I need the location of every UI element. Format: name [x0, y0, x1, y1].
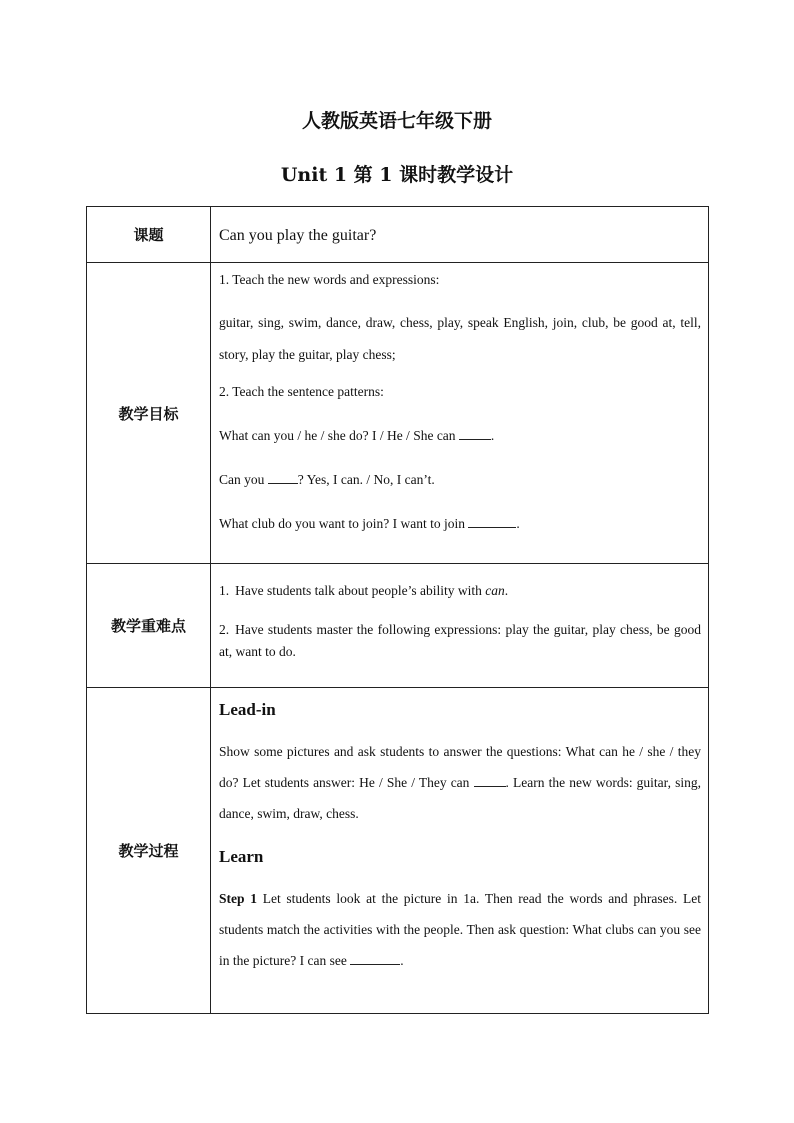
document-title: 人教版英语七年级下册	[301, 110, 492, 132]
answer-blank	[268, 470, 298, 484]
key-point-item: 2. Have students master the following expressions: play the guitar, play chess, be good at, want to do.	[219, 622, 701, 659]
process-label: 教学过程	[87, 688, 211, 1014]
answer-blank	[350, 951, 400, 965]
table-row-process	[87, 688, 709, 1014]
objective-line: 2. Teach the sentence patterns:	[219, 384, 384, 399]
answer-blank	[468, 514, 516, 528]
table-row-topic	[87, 207, 709, 263]
document-subtitle: Unit 1 第 1 课时教学设计	[280, 164, 514, 186]
key-point-item: 1. Have students talk about people’s ability with can.	[219, 583, 509, 598]
answer-blank	[474, 773, 506, 787]
vocabulary-list: guitar, sing, swim, dance, draw, chess, play, speak English, join, club, be good at, tell, story, play the guitar, play chess;	[219, 315, 701, 362]
section-heading-learn: Learn	[219, 847, 264, 866]
sentence-pattern: What can you / he / she do? I / He / She can .	[219, 428, 495, 443]
sentence-pattern: Can you ? Yes, I can. / No, I can’t.	[219, 472, 435, 487]
topic-label: 课题	[87, 207, 211, 263]
topic-cell	[211, 207, 709, 263]
process-cell	[211, 688, 709, 1014]
table-row-key-points	[87, 564, 709, 688]
lesson-plan-table	[86, 206, 709, 1014]
objective-line: 1. Teach the new words and expressions:	[219, 272, 440, 287]
section-heading-lead-in: Lead-in	[219, 700, 276, 719]
key-points-cell	[211, 564, 709, 688]
answer-blank	[459, 426, 491, 440]
objectives-label: 教学目标	[87, 263, 211, 564]
lead-in-text: Show some pictures and ask students to answer the questions: What can he / she / they do? Let students answer: He / She / They can . Learn the new words: guitar, sing, dance, swim, draw, chess.	[219, 744, 701, 821]
table-row-objectives	[87, 263, 709, 564]
topic-text: Can you play the guitar?	[219, 226, 377, 244]
objectives-cell	[211, 263, 709, 564]
sentence-pattern: What club do you want to join? I want to join .	[219, 516, 520, 531]
key-points-label: 教学重难点	[87, 564, 211, 688]
step-text: Step 1 Let students look at the picture in 1a. Then read the words and phrases. Let students match the activities with the people. Then ask question: What clubs can you see in the picture? I can see .	[219, 891, 701, 968]
